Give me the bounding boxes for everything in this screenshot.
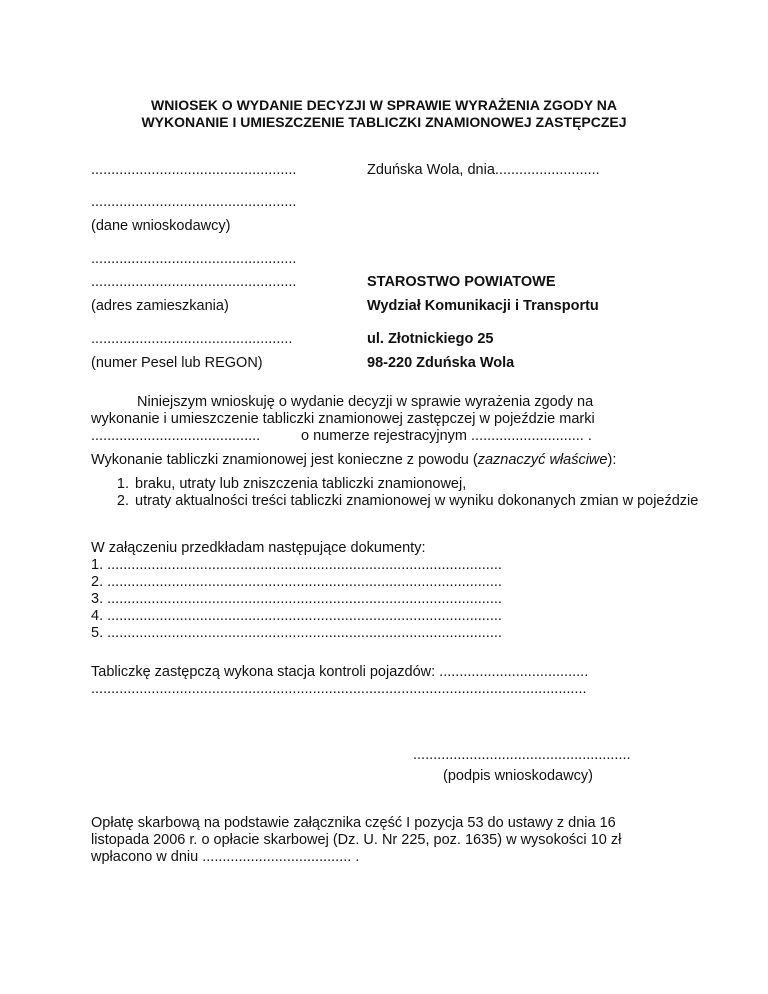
request-line-2: wykonanie i umieszczenie tabliczki znamionowej zastępczej w pojeździe marki xyxy=(91,411,595,427)
applicant-address-line-1: ................................................... xyxy=(91,251,297,267)
station-line-2: ........................................................................................................................... xyxy=(91,681,587,697)
recipient-street: ul. Złotnickiego 25 xyxy=(367,331,494,347)
fee-line-1: Opłatę skarbową na podstawie załącznika część I pozycja 53 do ustawy z dnia 16 xyxy=(91,815,616,831)
attachments-intro: W załączeniu przedkładam następujące dokumenty: xyxy=(91,540,426,556)
document-title-line-2: WYKONANIE I UMIESZCZENIE TABLICZKI ZNAMIONOWEJ ZASTĘPCZEJ xyxy=(141,114,627,130)
applicant-name-line-2: ................................................... xyxy=(91,194,297,210)
reason-intro-text: Wykonanie tabliczki znamionowej jest konieczne z powodu ( xyxy=(91,452,478,468)
attachment-line: 3. .................................................................................................. xyxy=(91,591,502,607)
signature-line: ...................................................... xyxy=(413,747,631,763)
attachment-line: 2. .................................................................................................. xyxy=(91,574,502,590)
applicant-name-line-1: ................................................... xyxy=(91,162,297,178)
station-line-1: Tabliczkę zastępczą wykona stacja kontroli pojazdów: ..................................... xyxy=(91,664,589,680)
document-title-line-1: WNIOSEK O WYDANIE DECYZJI W SPRAWIE WYRAŻENIA ZGODY NA xyxy=(151,97,617,113)
request-line-3-dots: .......................................... xyxy=(91,428,261,444)
reason-intro-end: ): xyxy=(607,452,617,468)
reason-intro xyxy=(91,452,616,468)
place-date: Zduńska Wola, dnia.......................... xyxy=(367,162,600,178)
reason-intro-italic: zaznaczyć właściwe xyxy=(477,452,608,468)
reason-list xyxy=(91,476,733,510)
recipient-office: STAROSTWO POWIATOWE xyxy=(367,274,556,290)
applicant-address-caption: (adres zamieszkania) xyxy=(91,298,229,314)
attachment-line: 5. .................................................................................................. xyxy=(91,625,502,641)
applicant-address-line-2: ................................................... xyxy=(91,274,297,290)
reason-item: 1. braku, utraty lub zniszczenia tabliczki znamionowej, xyxy=(133,476,733,493)
applicant-pesel-line: .................................................. xyxy=(91,331,293,347)
applicant-pesel-caption: (numer Pesel lub REGON) xyxy=(91,355,263,371)
recipient-city: 98-220 Zduńska Wola xyxy=(367,355,515,371)
attachment-line: 1. .................................................................................................. xyxy=(91,557,502,573)
request-line-1: Niniejszym wnioskuję o wydanie decyzji w sprawie wyrażenia zgody na xyxy=(137,394,594,410)
recipient-department: Wydział Komunikacji i Transportu xyxy=(367,298,599,314)
reason-item: 2. utraty aktualności treści tabliczki znamionowej w wyniku dokonanych zmian w pojeździe xyxy=(133,493,733,510)
request-line-3-registration: o numerze rejestracyjnym ............................ . xyxy=(301,428,592,444)
signature-caption: (podpis wnioskodawcy) xyxy=(443,768,593,784)
fee-line-2: listopada 2006 r. o opłacie skarbowej (Dz. U. Nr 225, poz. 1635) w wysokości 10 zł xyxy=(91,832,622,848)
applicant-name-caption: (dane wnioskodawcy) xyxy=(91,218,231,234)
attachment-line: 4. .................................................................................................. xyxy=(91,608,502,624)
fee-line-3: wpłacono w dniu ..................................... . xyxy=(91,849,360,865)
